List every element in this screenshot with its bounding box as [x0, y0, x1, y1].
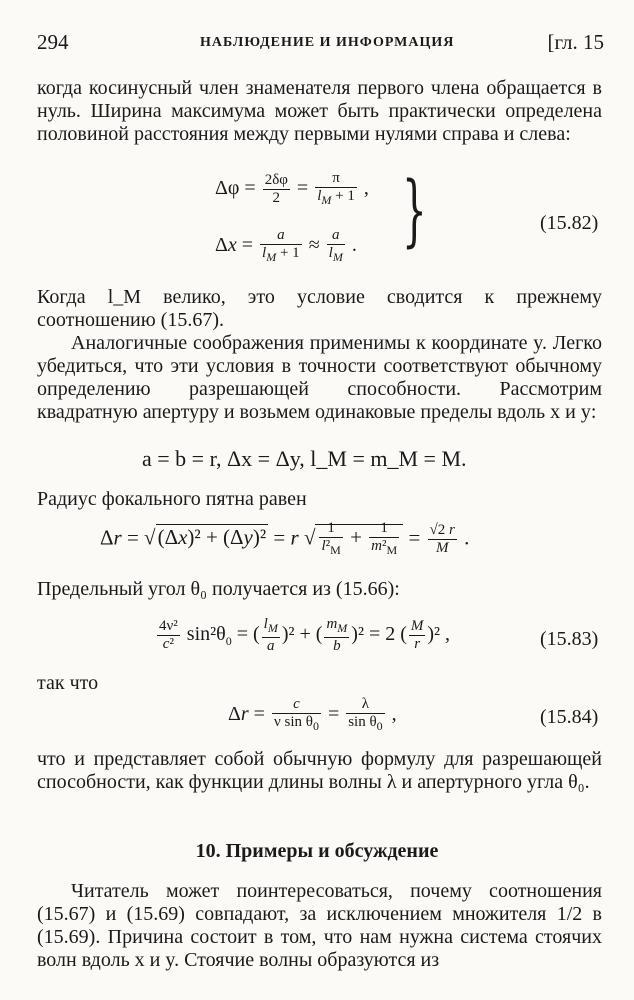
equation-number-15-83: (15.83) [540, 628, 599, 650]
equation-square-aperture: a = b = r, Δx = Δy, l_M = m_M = M. [142, 446, 467, 471]
paragraph-8: Читатель может поинтересоваться, почему соотношения (15.67) и (15.69) совпадают, за исключением множителя 1/2 в (15.69). Причина состоит в том, что нам нужна система стоячих волн вдоль x и y. Стоячие волны образуются из [37, 880, 602, 971]
equation-15-82-line-2: Δx = $\frac{a}{l_M + 1}$ ≈ $\frac{a}{l_M}$ . [215, 227, 357, 264]
paragraph-1: когда косинусный член знаменателя первого члена обращается в нуль. Ширина максимума может быть практически определена половиной расстояния между первыми нулями справа и слева: [37, 77, 602, 145]
equation-number-15-84: (15.84) [540, 706, 599, 728]
section-heading: 10. Примеры и обсуждение [195, 840, 439, 862]
equation-focal-radius: Δr = √(Δx)² + (Δy)² = r √ $\frac{1}{l^2_M}$ + $\frac{1}{m^2_M}$ = $\frac{√2 r}{M}$ . [100, 520, 470, 557]
equation-brace: } [402, 166, 427, 256]
paragraph-7: что и представляет собой обычную формулу для разрешающей способности, как функции длины волны λ и апертурного угла θ₀. [37, 748, 602, 793]
paragraph-2: Когда l_M велико, это условие сводится к прежнему соотношению (15.67). [37, 286, 602, 331]
paragraph-3: Аналогичные соображения применимы к координате y. Легко убедиться, что эти условия в точности соответствуют обычному определению разрешающей способности. Рассмотрим квадратную апертуру и возьмем одинаковые пределы вдоль x и y: [37, 332, 602, 423]
paragraph-4: Радиус фокального пятна равен [37, 488, 307, 510]
chapter-marker: [гл. 15 [547, 30, 604, 54]
page-number: 294 [37, 30, 69, 54]
running-title: НАБЛЮДЕНИЕ И ИНФОРМАЦИЯ [200, 35, 455, 50]
equation-15-83: $\frac{\text{4ν²}}{\text{c²}}$ $\sin^2\theta_0$ = ( $\frac{l_M}{a}$ )² + ( $\frac{m_M}{b}$ )² = 2 ( $\frac{M}{r}$ )² , [159, 616, 451, 654]
equation-number-15-82: (15.82) [540, 212, 599, 234]
paragraph-5: Предельный угол θ₀ получается из (15.66): [37, 578, 400, 600]
equation-15-84: Δr = $\frac{c}{\nu \sin \theta_0}$ = $\frac{\lambda}{\sin \theta_0}$ , [228, 696, 397, 733]
equation-15-82-line-1: Δφ = $\frac{2\delta\varphi}{2}$ = $\frac{\pi}{l_M + 1}$ , [215, 170, 369, 207]
paragraph-6: так что [37, 672, 99, 694]
